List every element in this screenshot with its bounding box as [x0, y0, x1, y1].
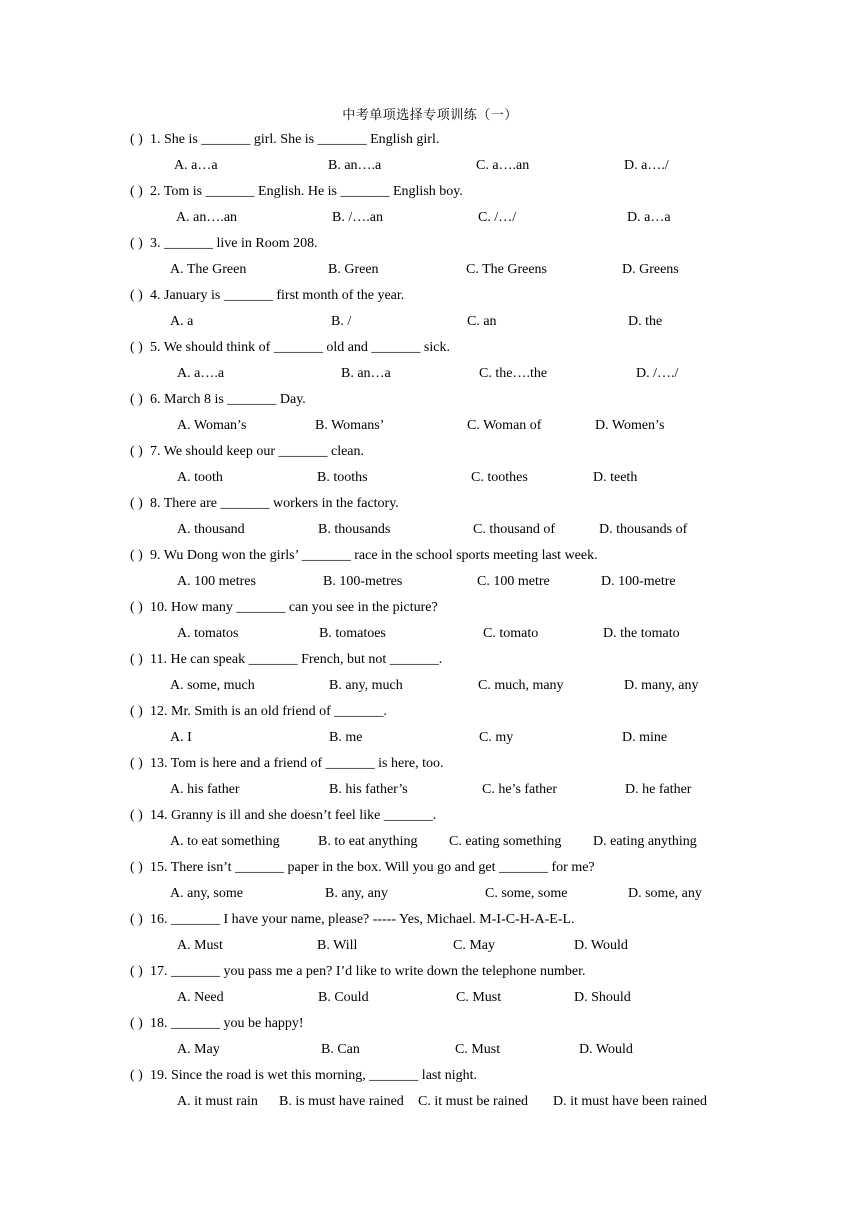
options-row [0, 468, 860, 488]
option-a: A. 100 metres [177, 574, 256, 589]
options-row [0, 1092, 860, 1112]
option-b: B. 100-metres [323, 574, 403, 589]
question-text: 1. She is _______ girl. She is _______ English girl. [150, 132, 440, 147]
option-a: A. an….an [176, 210, 238, 225]
question-text: 9. Wu Dong won the girls’ _______ race in the school sports meeting last week. [150, 548, 598, 563]
option-d: D. he father [625, 782, 692, 797]
option-a: A. a….a [177, 366, 225, 381]
option-b: B. Can [321, 1042, 360, 1057]
options-row [0, 260, 860, 280]
options-row [0, 208, 860, 228]
options-row [0, 156, 860, 176]
question-text: 7. We should keep our _______ clean. [150, 444, 365, 459]
option-b: B. me [329, 730, 363, 745]
option-d: D. it must have been rained [553, 1094, 707, 1109]
option-c: C. Must [456, 990, 502, 1005]
option-b: B. tomatoes [319, 626, 386, 641]
answer-blank: ( ) [130, 756, 143, 771]
question-text: 11. He can speak _______ French, but not _______. [150, 652, 443, 667]
options-row [0, 572, 860, 592]
question-row [0, 754, 860, 774]
question-text: 8. There are _______ workers in the factory. [150, 496, 399, 511]
options-row [0, 832, 860, 852]
options-row [0, 312, 860, 332]
options-row [0, 624, 860, 644]
question-row [0, 910, 860, 930]
question-text: 6. March 8 is _______ Day. [150, 392, 306, 407]
question-text: 15. There isn’t _______ paper in the box. Will you go and get _______ for me? [150, 860, 595, 875]
option-c: C. Must [455, 1042, 501, 1057]
option-c: C. my [479, 730, 514, 745]
answer-blank: ( ) [130, 392, 143, 407]
question-text: 5. We should think of _______ old and _______ sick. [150, 340, 450, 355]
option-b: B. any, any [325, 886, 388, 901]
answer-blank: ( ) [130, 340, 143, 355]
question-text: 10. How many _______ can you see in the picture? [150, 600, 438, 615]
question-row [0, 494, 860, 514]
option-c: C. /…/ [478, 210, 517, 225]
question-row [0, 442, 860, 462]
answer-blank: ( ) [130, 444, 143, 459]
question-text: 14. Granny is ill and she doesn’t feel like _______. [150, 808, 437, 823]
option-a: A. I [170, 730, 192, 745]
option-c: C. Woman of [467, 418, 542, 433]
option-b: B. is must have rained [279, 1094, 404, 1109]
option-a: A. tomatos [177, 626, 239, 641]
option-a: A. to eat something [170, 834, 280, 849]
option-c: C. 100 metre [477, 574, 550, 589]
question-text: 3. _______ live in Room 208. [150, 236, 318, 251]
option-a: A. a…a [174, 158, 218, 173]
option-b: B. an….a [328, 158, 382, 173]
answer-blank: ( ) [130, 808, 143, 823]
option-b: B. Womans’ [315, 418, 385, 433]
option-c: C. thousand of [473, 522, 556, 537]
option-b: B. tooths [317, 470, 368, 485]
option-a: A. tooth [177, 470, 223, 485]
options-row [0, 364, 860, 384]
question-row [0, 1014, 860, 1034]
question-row [0, 286, 860, 306]
option-b: B. to eat anything [318, 834, 418, 849]
question-row [0, 182, 860, 202]
question-row [0, 702, 860, 722]
answer-blank: ( ) [130, 704, 143, 719]
question-text: 17. _______ you pass me a pen? I’d like to write down the telephone number. [150, 964, 586, 979]
question-row [0, 598, 860, 618]
option-d: D. Would [579, 1042, 633, 1057]
options-row [0, 520, 860, 540]
option-a: A. Need [177, 990, 224, 1005]
options-row [0, 780, 860, 800]
option-d: D. Should [574, 990, 631, 1005]
option-d: D. a…./ [624, 158, 669, 173]
option-a: A. May [177, 1042, 220, 1057]
option-d: D. some, any [628, 886, 702, 901]
question-row [0, 130, 860, 150]
option-b: B. an…a [341, 366, 391, 381]
option-d: D. a…a [627, 210, 671, 225]
option-a: A. Woman’s [177, 418, 247, 433]
question-row [0, 390, 860, 410]
option-a: A. thousand [177, 522, 245, 537]
question-row [0, 1066, 860, 1086]
option-d: D. /…./ [636, 366, 679, 381]
option-b: B. any, much [329, 678, 403, 693]
answer-blank: ( ) [130, 236, 143, 251]
answer-blank: ( ) [130, 1016, 143, 1031]
option-b: B. /….an [332, 210, 383, 225]
options-row [0, 416, 860, 436]
option-d: D. Women’s [595, 418, 665, 433]
answer-blank: ( ) [130, 496, 143, 511]
question-row [0, 858, 860, 878]
answer-blank: ( ) [130, 652, 143, 667]
option-b: B. Will [317, 938, 358, 953]
option-a: A. Must [177, 938, 223, 953]
option-c: C. a….an [476, 158, 530, 173]
question-text: 18. _______ you be happy! [150, 1016, 304, 1031]
option-b: B. Could [318, 990, 369, 1005]
options-row [0, 988, 860, 1008]
option-d: D. many, any [624, 678, 699, 693]
option-b: B. his father’s [329, 782, 408, 797]
options-row [0, 728, 860, 748]
question-row [0, 338, 860, 358]
option-c: C. he’s father [482, 782, 558, 797]
answer-blank: ( ) [130, 184, 143, 199]
question-row [0, 806, 860, 826]
answer-blank: ( ) [130, 860, 143, 875]
page-title: 中考单项选择专项训练（一） [342, 108, 518, 123]
question-text: 13. Tom is here and a friend of _______ is here, too. [150, 756, 444, 771]
question-row [0, 234, 860, 254]
option-d: D. thousands of [599, 522, 688, 537]
option-c: C. some, some [485, 886, 568, 901]
option-c: C. tomato [483, 626, 539, 641]
answer-blank: ( ) [130, 1068, 143, 1083]
option-c: C. toothes [471, 470, 528, 485]
option-b: B. / [331, 314, 352, 329]
option-a: A. any, some [170, 886, 243, 901]
option-c: C. The Greens [466, 262, 547, 277]
options-row [0, 1040, 860, 1060]
option-c: C. an [467, 314, 497, 329]
option-d: D. eating anything [593, 834, 697, 849]
answer-blank: ( ) [130, 548, 143, 563]
question-text: 12. Mr. Smith is an old friend of _______. [150, 704, 387, 719]
question-text: 16. _______ I have your name, please? ----- Yes, Michael. M-I-C-H-A-E-L. [150, 912, 575, 927]
option-d: D. teeth [593, 470, 638, 485]
option-a: A. some, much [170, 678, 255, 693]
answer-blank: ( ) [130, 912, 143, 927]
option-a: A. his father [170, 782, 240, 797]
option-d: D. the [628, 314, 663, 329]
option-c: C. May [453, 938, 495, 953]
options-row [0, 936, 860, 956]
answer-blank: ( ) [130, 132, 143, 147]
option-c: C. much, many [478, 678, 564, 693]
option-d: D. Would [574, 938, 628, 953]
question-row [0, 962, 860, 982]
answer-blank: ( ) [130, 288, 143, 303]
option-d: D. the tomato [603, 626, 680, 641]
option-d: D. Greens [622, 262, 679, 277]
question-text: 2. Tom is _______ English. He is _______ English boy. [150, 184, 463, 199]
option-d: D. 100-metre [601, 574, 676, 589]
option-b: B. Green [328, 262, 379, 277]
option-d: D. mine [622, 730, 668, 745]
option-a: A. it must rain [177, 1094, 258, 1109]
answer-blank: ( ) [130, 964, 143, 979]
option-c: C. it must be rained [418, 1094, 529, 1109]
options-row [0, 676, 860, 696]
option-c: C. the….the [479, 366, 548, 381]
option-a: A. The Green [170, 262, 247, 277]
answer-blank: ( ) [130, 600, 143, 615]
options-row [0, 884, 860, 904]
option-a: A. a [170, 314, 194, 329]
question-text: 19. Since the road is wet this morning, _______ last night. [150, 1068, 478, 1083]
option-c: C. eating something [449, 834, 562, 849]
question-text: 4. January is _______ first month of the year. [150, 288, 405, 303]
option-b: B. thousands [318, 522, 391, 537]
question-row [0, 650, 860, 670]
question-row [0, 546, 860, 566]
